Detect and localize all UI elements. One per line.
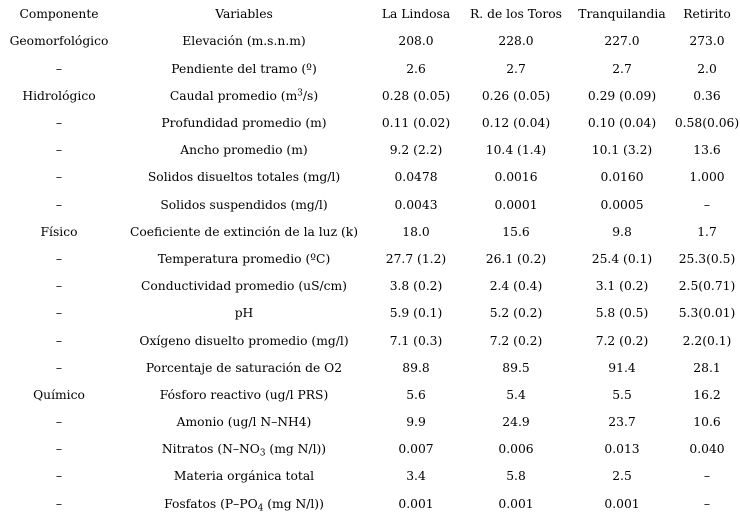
table-row bbox=[0, 354, 740, 381]
cell-retirito: 25.3(0.5) bbox=[678, 251, 736, 266]
cell-componente: – bbox=[55, 61, 63, 76]
cell-retirito: 28.1 bbox=[693, 360, 721, 375]
cell-retirito: – bbox=[703, 496, 711, 511]
cell-tranquilandia: 0.0160 bbox=[600, 170, 644, 185]
cell-rtoros: 0.0001 bbox=[494, 197, 538, 212]
cell-variable: Fósforo reactivo (ug/l PRS) bbox=[159, 387, 329, 402]
cell-componente: Químico bbox=[33, 387, 85, 402]
cell-variable: Pendiente del tramo (º) bbox=[171, 61, 317, 76]
cell-variable: Profundidad promedio (m) bbox=[161, 116, 327, 130]
cell-lalindosa: 9.9 bbox=[406, 415, 426, 430]
cell-componente: – bbox=[55, 143, 63, 158]
cell-lalindosa: 2.6 bbox=[406, 61, 426, 76]
table-row bbox=[0, 218, 740, 245]
cell-rtoros: 228.0 bbox=[498, 34, 534, 49]
cell-componente: – bbox=[55, 360, 63, 375]
cell-rtoros: 5.8 bbox=[506, 469, 526, 484]
cell-rtoros: 0.26 (0.05) bbox=[481, 88, 551, 103]
cell-lalindosa: 0.0478 bbox=[394, 170, 438, 185]
cell-lalindosa: 0.0043 bbox=[394, 197, 438, 212]
cell-componente: – bbox=[55, 197, 63, 212]
cell-componente: – bbox=[55, 333, 63, 348]
cell-lalindosa: 0.11 (0.02) bbox=[381, 116, 451, 130]
cell-componente: – bbox=[55, 116, 63, 130]
cell-variable: Ancho promedio (m) bbox=[180, 143, 308, 158]
cell-lalindosa: 5.6 bbox=[406, 387, 426, 402]
table-row bbox=[0, 82, 740, 109]
cell-retirito: 273.0 bbox=[689, 34, 725, 49]
cell-lalindosa: 3.4 bbox=[406, 469, 426, 484]
cell-variable: Materia orgánica total bbox=[173, 469, 315, 484]
cell-variable: Conductividad promedio (uS/cm) bbox=[141, 279, 347, 294]
cell-lalindosa: 7.1 (0.3) bbox=[389, 333, 443, 348]
cell-tranquilandia: 3.1 (0.2) bbox=[595, 279, 649, 294]
cell-variable: Nitratos ($N-NO_3$ (mg N/l)) bbox=[161, 442, 327, 459]
cell-tranquilandia: 5.8 (0.5) bbox=[595, 306, 649, 321]
cell-tranquilandia: 0.001 bbox=[604, 496, 640, 511]
cell-tranquilandia: 10.1 (3.2) bbox=[591, 143, 653, 158]
cell-retirito: 1.7 bbox=[697, 224, 717, 239]
cell-retirito: 0.040 bbox=[689, 442, 725, 457]
cell-retirito: – bbox=[703, 469, 711, 484]
cell-retirito: 1.000 bbox=[689, 170, 725, 185]
cell-componente: Físico bbox=[40, 224, 78, 239]
cell-variable: pH bbox=[234, 306, 254, 321]
table-row bbox=[0, 55, 740, 82]
cell-variable: Oxígeno disuelto promedio (mg/l) bbox=[139, 333, 349, 348]
cell-variable: Temperatura promedio (ºC) bbox=[157, 251, 331, 266]
cell-componente: Geomorfológico bbox=[9, 34, 109, 49]
cell-rtoros: 0.001 bbox=[498, 496, 534, 511]
cell-tranquilandia: 2.7 bbox=[612, 61, 632, 76]
cell-lalindosa: 18.0 bbox=[402, 224, 430, 239]
cell-retirito: 0.58(0.06) bbox=[674, 116, 740, 130]
table-row bbox=[0, 137, 740, 164]
cell-componente: – bbox=[55, 251, 63, 266]
table-row bbox=[0, 409, 740, 436]
cell-retirito: 5.3(0.01) bbox=[678, 306, 736, 321]
cell-rtoros: 15.6 bbox=[502, 224, 530, 239]
column-header-r-de-los-toros: R. de los Toros bbox=[470, 6, 562, 21]
cell-rtoros: 2.7 bbox=[506, 61, 526, 76]
table-row bbox=[0, 436, 740, 463]
cell-tranquilandia: 0.0005 bbox=[600, 197, 644, 212]
cell-componente: – bbox=[55, 415, 63, 430]
cell-lalindosa: 208.0 bbox=[398, 34, 434, 49]
table-row bbox=[0, 463, 740, 490]
cell-variable: Elevación (m.s.n.m) bbox=[182, 34, 306, 49]
cell-tranquilandia: 0.10 (0.04) bbox=[587, 116, 657, 130]
cell-lalindosa: 89.8 bbox=[402, 360, 430, 375]
table-header-row bbox=[0, 0, 740, 28]
table-body bbox=[0, 28, 740, 517]
column-header-retirito: Retirito bbox=[683, 6, 731, 21]
cell-tranquilandia: 91.4 bbox=[608, 360, 636, 375]
table-row bbox=[0, 191, 740, 218]
cell-rtoros: 0.0016 bbox=[494, 170, 538, 185]
cell-componente: Hidrológico bbox=[22, 88, 96, 103]
table-header bbox=[0, 0, 740, 28]
cell-rtoros: 7.2 (0.2) bbox=[489, 333, 543, 348]
column-header-variables: Variables bbox=[215, 6, 273, 21]
cell-retirito: – bbox=[703, 197, 711, 212]
cell-componente: – bbox=[55, 306, 63, 321]
cell-variable: Caudal promedio $(m^3/s)$ bbox=[169, 88, 319, 103]
column-header-la-lindosa: La Lindosa bbox=[381, 6, 451, 21]
cell-componente: – bbox=[55, 442, 63, 457]
table-row bbox=[0, 300, 740, 327]
cell-tranquilandia: 0.29 (0.09) bbox=[587, 88, 657, 103]
table-row bbox=[0, 28, 740, 55]
cell-rtoros: 10.4 (1.4) bbox=[485, 143, 547, 158]
table-row bbox=[0, 381, 740, 408]
cell-lalindosa: 0.001 bbox=[398, 496, 434, 511]
cell-lalindosa: 27.7 (1.2) bbox=[385, 251, 447, 266]
cell-componente: – bbox=[55, 170, 63, 185]
cell-tranquilandia: 7.2 (0.2) bbox=[595, 333, 649, 348]
table-row bbox=[0, 164, 740, 191]
cell-retirito: 13.6 bbox=[693, 143, 721, 158]
cell-rtoros: 0.12 (0.04) bbox=[481, 116, 551, 130]
cell-retirito: 2.5(0.71) bbox=[678, 279, 736, 294]
cell-lalindosa: 9.2 (2.2) bbox=[389, 143, 443, 158]
cell-tranquilandia: 2.5 bbox=[612, 469, 632, 484]
cell-componente: – bbox=[55, 496, 63, 511]
cell-lalindosa: 3.8 (0.2) bbox=[389, 279, 443, 294]
cell-tranquilandia: 227.0 bbox=[604, 34, 640, 49]
cell-rtoros: 5.4 bbox=[506, 387, 526, 402]
table-row bbox=[0, 327, 740, 354]
cell-rtoros: 24.9 bbox=[502, 415, 530, 430]
cell-componente: – bbox=[55, 279, 63, 294]
cell-rtoros: 26.1 (0.2) bbox=[485, 251, 547, 266]
cell-lalindosa: 0.28 (0.05) bbox=[381, 88, 451, 103]
cell-rtoros: 89.5 bbox=[502, 360, 530, 375]
cell-variable: Fosfatos ($P-PO_4$ (mg N/l)) bbox=[164, 496, 324, 514]
cell-tranquilandia: 23.7 bbox=[608, 415, 636, 430]
cell-rtoros: 5.2 (0.2) bbox=[489, 306, 543, 321]
cell-retirito: 10.6 bbox=[693, 415, 721, 430]
cell-variable: Porcentaje de saturación de O2 bbox=[145, 360, 343, 375]
cell-rtoros: 2.4 (0.4) bbox=[489, 279, 543, 294]
cell-retirito: 2.0 bbox=[697, 61, 717, 76]
cell-tranquilandia: 5.5 bbox=[612, 387, 632, 402]
cell-retirito: 16.2 bbox=[693, 387, 721, 402]
cell-lalindosa: 5.9 (0.1) bbox=[389, 306, 443, 321]
cell-retirito: 0.36 bbox=[693, 88, 721, 103]
table-row bbox=[0, 490, 740, 517]
table-row bbox=[0, 110, 740, 137]
column-header-tranquilandia: Tranquilandia bbox=[578, 6, 666, 21]
cell-variable: Amonio (ug/l N–NH4) bbox=[176, 415, 312, 430]
cell-tranquilandia: 25.4 (0.1) bbox=[591, 251, 653, 266]
cell-tranquilandia: 0.013 bbox=[604, 442, 640, 457]
cell-tranquilandia: 9.8 bbox=[612, 224, 632, 239]
table-row bbox=[0, 246, 740, 273]
cell-componente: – bbox=[55, 469, 63, 484]
cell-retirito: 2.2(0.1) bbox=[682, 333, 732, 348]
cell-rtoros: 0.006 bbox=[498, 442, 534, 457]
cell-variable: Solidos disueltos totales (mg/l) bbox=[147, 170, 341, 185]
column-header-componente: Componente bbox=[19, 6, 99, 21]
cell-lalindosa: 0.007 bbox=[398, 442, 434, 457]
table-row bbox=[0, 273, 740, 300]
cell-variable: Coeficiente de extinción de la luz (k) bbox=[129, 224, 359, 239]
cell-variable: Solidos suspendidos (mg/l) bbox=[160, 197, 328, 212]
